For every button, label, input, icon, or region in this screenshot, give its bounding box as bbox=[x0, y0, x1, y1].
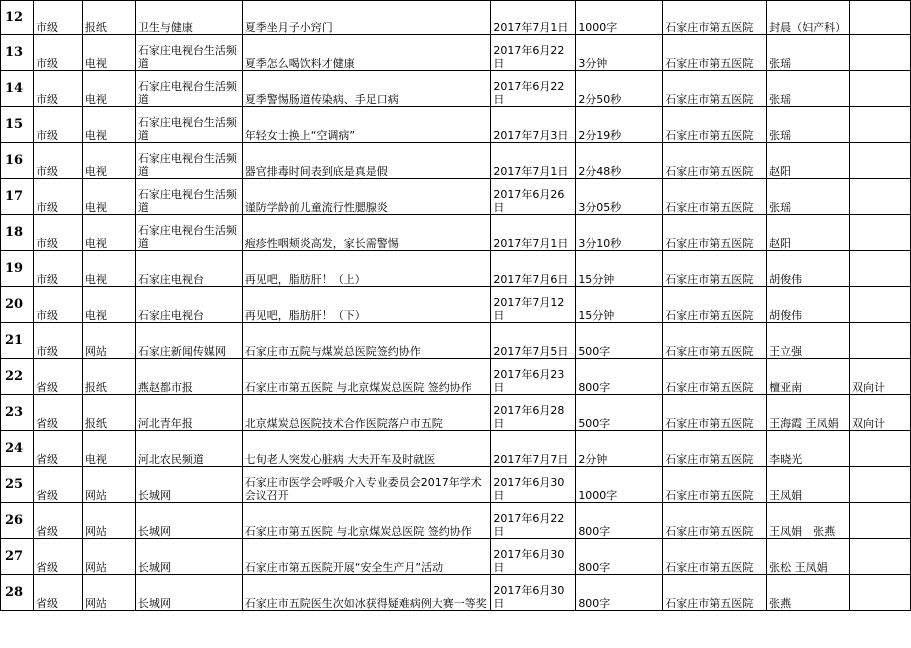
title-cell: 石家庄市第五医院开展“安全生产月”活动 bbox=[242, 539, 491, 575]
table-row bbox=[1, 107, 911, 143]
outlet-cell: 燕赵都市报 bbox=[135, 359, 242, 395]
media-type-cell: 网站 bbox=[82, 467, 135, 503]
author-cell: 封晨（妇产科） bbox=[767, 1, 850, 35]
media-type-cell: 电视 bbox=[82, 431, 135, 467]
row-number: 25 bbox=[1, 467, 34, 503]
title-cell: 石家庄市第五医院 与北京煤炭总医院 签约协作 bbox=[242, 503, 491, 539]
table-row bbox=[1, 251, 911, 287]
table-row bbox=[1, 179, 911, 215]
author-cell: 张瑶 bbox=[767, 179, 850, 215]
length-cell: 3分05秒 bbox=[576, 179, 663, 215]
unit-cell: 石家庄市第五医院 bbox=[663, 143, 767, 179]
date-cell: 2017年7月5日 bbox=[491, 323, 576, 359]
outlet-cell: 石家庄新闻传媒网 bbox=[135, 323, 242, 359]
row-number: 24 bbox=[1, 431, 34, 467]
media-type-cell: 电视 bbox=[82, 251, 135, 287]
author-cell: 张松 王凤娟 bbox=[767, 539, 850, 575]
outlet-cell: 石家庄电视台生活频道 bbox=[135, 179, 242, 215]
table-row bbox=[1, 359, 911, 395]
unit-cell: 石家庄市第五医院 bbox=[663, 287, 767, 323]
note-cell bbox=[850, 323, 911, 359]
title-cell: 年轻女士换上“空调病” bbox=[242, 107, 491, 143]
note-cell bbox=[850, 35, 911, 71]
outlet-cell: 石家庄电视台生活频道 bbox=[135, 71, 242, 107]
table-row bbox=[1, 395, 911, 431]
level-cell: 市级 bbox=[33, 35, 82, 71]
media-type-cell: 网站 bbox=[82, 503, 135, 539]
note-cell bbox=[850, 107, 911, 143]
date-cell: 2017年7月7日 bbox=[491, 431, 576, 467]
table-row bbox=[1, 143, 911, 179]
note-cell bbox=[850, 467, 911, 503]
note-cell bbox=[850, 539, 911, 575]
unit-cell: 石家庄市第五医院 bbox=[663, 431, 767, 467]
table-row bbox=[1, 287, 911, 323]
table-row bbox=[1, 323, 911, 359]
outlet-cell: 石家庄电视台生活频道 bbox=[135, 107, 242, 143]
date-cell: 2017年6月22日 bbox=[491, 35, 576, 71]
title-cell: 石家庄市五院与煤炭总医院签约协作 bbox=[242, 323, 491, 359]
outlet-cell: 石家庄电视台生活频道 bbox=[135, 143, 242, 179]
outlet-cell: 长城网 bbox=[135, 467, 242, 503]
author-cell: 张瑶 bbox=[767, 35, 850, 71]
date-cell: 2017年6月30日 bbox=[491, 575, 576, 611]
level-cell: 市级 bbox=[33, 179, 82, 215]
table-row bbox=[1, 539, 911, 575]
unit-cell: 石家庄市第五医院 bbox=[663, 251, 767, 287]
unit-cell: 石家庄市第五医院 bbox=[663, 395, 767, 431]
outlet-cell: 石家庄电视台生活频道 bbox=[135, 215, 242, 251]
outlet-cell: 石家庄电视台 bbox=[135, 251, 242, 287]
unit-cell: 石家庄市第五医院 bbox=[663, 215, 767, 251]
row-number: 20 bbox=[1, 287, 34, 323]
title-cell: 再见吧，脂肪肝！（下） bbox=[242, 287, 491, 323]
length-cell: 15分钟 bbox=[576, 287, 663, 323]
outlet-cell: 河北农民频道 bbox=[135, 431, 242, 467]
unit-cell: 石家庄市第五医院 bbox=[663, 35, 767, 71]
media-type-cell: 网站 bbox=[82, 575, 135, 611]
media-type-cell: 网站 bbox=[82, 323, 135, 359]
level-cell: 省级 bbox=[33, 431, 82, 467]
level-cell: 市级 bbox=[33, 287, 82, 323]
row-number: 19 bbox=[1, 251, 34, 287]
unit-cell: 石家庄市第五医院 bbox=[663, 323, 767, 359]
note-cell bbox=[850, 287, 911, 323]
level-cell: 市级 bbox=[33, 107, 82, 143]
level-cell: 省级 bbox=[33, 539, 82, 575]
unit-cell: 石家庄市第五医院 bbox=[663, 503, 767, 539]
author-cell: 胡俊伟 bbox=[767, 287, 850, 323]
outlet-cell: 长城网 bbox=[135, 539, 242, 575]
outlet-cell: 长城网 bbox=[135, 575, 242, 611]
length-cell: 1000字 bbox=[576, 1, 663, 35]
length-cell: 800字 bbox=[576, 359, 663, 395]
media-type-cell: 网站 bbox=[82, 539, 135, 575]
length-cell: 2分19秒 bbox=[576, 107, 663, 143]
table-row bbox=[1, 35, 911, 71]
author-cell: 檀亚南 bbox=[767, 359, 850, 395]
unit-cell: 石家庄市第五医院 bbox=[663, 359, 767, 395]
note-cell bbox=[850, 179, 911, 215]
level-cell: 市级 bbox=[33, 1, 82, 35]
author-cell: 张燕 bbox=[767, 575, 850, 611]
media-type-cell: 报纸 bbox=[82, 395, 135, 431]
table-row bbox=[1, 431, 911, 467]
date-cell: 2017年7月12日 bbox=[491, 287, 576, 323]
author-cell: 张瑶 bbox=[767, 71, 850, 107]
title-cell: 谨防学龄前儿童流行性腮腺炎 bbox=[242, 179, 491, 215]
outlet-cell: 河北青年报 bbox=[135, 395, 242, 431]
unit-cell: 石家庄市第五医院 bbox=[663, 107, 767, 143]
unit-cell: 石家庄市第五医院 bbox=[663, 1, 767, 35]
row-number: 14 bbox=[1, 71, 34, 107]
date-cell: 2017年6月22日 bbox=[491, 503, 576, 539]
row-number: 23 bbox=[1, 395, 34, 431]
title-cell: 石家庄市五院医生次如冰获得疑难病例大赛一等奖 bbox=[242, 575, 491, 611]
author-cell: 王凤娟 张燕 bbox=[767, 503, 850, 539]
outlet-cell: 石家庄电视台生活频道 bbox=[135, 35, 242, 71]
row-number: 27 bbox=[1, 539, 34, 575]
length-cell: 3分钟 bbox=[576, 35, 663, 71]
author-cell: 王立强 bbox=[767, 323, 850, 359]
date-cell: 2017年6月26日 bbox=[491, 179, 576, 215]
author-cell: 张瑶 bbox=[767, 107, 850, 143]
level-cell: 省级 bbox=[33, 395, 82, 431]
date-cell: 2017年6月22日 bbox=[491, 71, 576, 107]
length-cell: 2分50秒 bbox=[576, 71, 663, 107]
length-cell: 800字 bbox=[576, 503, 663, 539]
row-number: 18 bbox=[1, 215, 34, 251]
title-cell: 夏季怎么喝饮料才健康 bbox=[242, 35, 491, 71]
level-cell: 省级 bbox=[33, 503, 82, 539]
date-cell: 2017年7月1日 bbox=[491, 215, 576, 251]
table-row bbox=[1, 1, 911, 35]
length-cell: 3分10秒 bbox=[576, 215, 663, 251]
length-cell: 2分钟 bbox=[576, 431, 663, 467]
table-row bbox=[1, 215, 911, 251]
table-body bbox=[1, 1, 911, 611]
row-number: 16 bbox=[1, 143, 34, 179]
author-cell: 胡俊伟 bbox=[767, 251, 850, 287]
date-cell: 2017年6月23日 bbox=[491, 359, 576, 395]
media-type-cell: 电视 bbox=[82, 215, 135, 251]
note-cell: 双向计 bbox=[850, 395, 911, 431]
note-cell bbox=[850, 215, 911, 251]
level-cell: 省级 bbox=[33, 359, 82, 395]
date-cell: 2017年7月6日 bbox=[491, 251, 576, 287]
date-cell: 2017年6月28日 bbox=[491, 395, 576, 431]
date-cell: 2017年7月3日 bbox=[491, 107, 576, 143]
author-cell: 赵阳 bbox=[767, 215, 850, 251]
table-row bbox=[1, 503, 911, 539]
level-cell: 市级 bbox=[33, 215, 82, 251]
date-cell: 2017年7月1日 bbox=[491, 1, 576, 35]
length-cell: 15分钟 bbox=[576, 251, 663, 287]
note-cell bbox=[850, 503, 911, 539]
media-type-cell: 电视 bbox=[82, 143, 135, 179]
unit-cell: 石家庄市第五医院 bbox=[663, 71, 767, 107]
note-cell bbox=[850, 143, 911, 179]
outlet-cell: 石家庄电视台 bbox=[135, 287, 242, 323]
unit-cell: 石家庄市第五医院 bbox=[663, 539, 767, 575]
level-cell: 省级 bbox=[33, 467, 82, 503]
length-cell: 500字 bbox=[576, 395, 663, 431]
length-cell: 1000字 bbox=[576, 467, 663, 503]
note-cell bbox=[850, 1, 911, 35]
author-cell: 赵阳 bbox=[767, 143, 850, 179]
note-cell bbox=[850, 251, 911, 287]
author-cell: 李晓光 bbox=[767, 431, 850, 467]
length-cell: 500字 bbox=[576, 323, 663, 359]
row-number: 13 bbox=[1, 35, 34, 71]
row-number: 28 bbox=[1, 575, 34, 611]
length-cell: 2分48秒 bbox=[576, 143, 663, 179]
length-cell: 800字 bbox=[576, 539, 663, 575]
media-type-cell: 报纸 bbox=[82, 359, 135, 395]
level-cell: 市级 bbox=[33, 251, 82, 287]
outlet-cell: 长城网 bbox=[135, 503, 242, 539]
author-cell: 王海霞 王凤娟 bbox=[767, 395, 850, 431]
note-cell bbox=[850, 431, 911, 467]
media-type-cell: 电视 bbox=[82, 107, 135, 143]
unit-cell: 石家庄市第五医院 bbox=[663, 179, 767, 215]
table-row bbox=[1, 467, 911, 503]
media-type-cell: 电视 bbox=[82, 179, 135, 215]
title-cell: 夏季坐月子小窍门 bbox=[242, 1, 491, 35]
title-cell: 夏季警惕肠道传染病、手足口病 bbox=[242, 71, 491, 107]
row-number: 12 bbox=[1, 1, 34, 35]
title-cell: 再见吧，脂肪肝！（上） bbox=[242, 251, 491, 287]
row-number: 21 bbox=[1, 323, 34, 359]
level-cell: 市级 bbox=[33, 71, 82, 107]
title-cell: 疱疹性咽颊炎高发，家长需警惕 bbox=[242, 215, 491, 251]
media-type-cell: 报纸 bbox=[82, 1, 135, 35]
media-type-cell: 电视 bbox=[82, 287, 135, 323]
note-cell: 双向计 bbox=[850, 359, 911, 395]
level-cell: 市级 bbox=[33, 143, 82, 179]
unit-cell: 石家庄市第五医院 bbox=[663, 467, 767, 503]
date-cell: 2017年7月1日 bbox=[491, 143, 576, 179]
row-number: 15 bbox=[1, 107, 34, 143]
title-cell: 器官排毒时间表到底是真是假 bbox=[242, 143, 491, 179]
level-cell: 市级 bbox=[33, 323, 82, 359]
outlet-cell: 卫生与健康 bbox=[135, 1, 242, 35]
table-row bbox=[1, 575, 911, 611]
row-number: 22 bbox=[1, 359, 34, 395]
length-cell: 800字 bbox=[576, 575, 663, 611]
unit-cell: 石家庄市第五医院 bbox=[663, 575, 767, 611]
table-row bbox=[1, 71, 911, 107]
author-cell: 王凤娟 bbox=[767, 467, 850, 503]
title-cell: 北京煤炭总医院技术合作医院落户市五院 bbox=[242, 395, 491, 431]
date-cell: 2017年6月30日 bbox=[491, 467, 576, 503]
row-number: 26 bbox=[1, 503, 34, 539]
date-cell: 2017年6月30日 bbox=[491, 539, 576, 575]
level-cell: 省级 bbox=[33, 575, 82, 611]
title-cell: 石家庄市医学会呼吸介入专业委员会2017年学术会议召开 bbox=[242, 467, 491, 503]
note-cell bbox=[850, 575, 911, 611]
row-number: 17 bbox=[1, 179, 34, 215]
title-cell: 七旬老人突发心脏病 大夫开车及时就医 bbox=[242, 431, 491, 467]
title-cell: 石家庄市第五医院 与北京煤炭总医院 签约协作 bbox=[242, 359, 491, 395]
note-cell bbox=[850, 71, 911, 107]
media-type-cell: 电视 bbox=[82, 35, 135, 71]
media-type-cell: 电视 bbox=[82, 71, 135, 107]
